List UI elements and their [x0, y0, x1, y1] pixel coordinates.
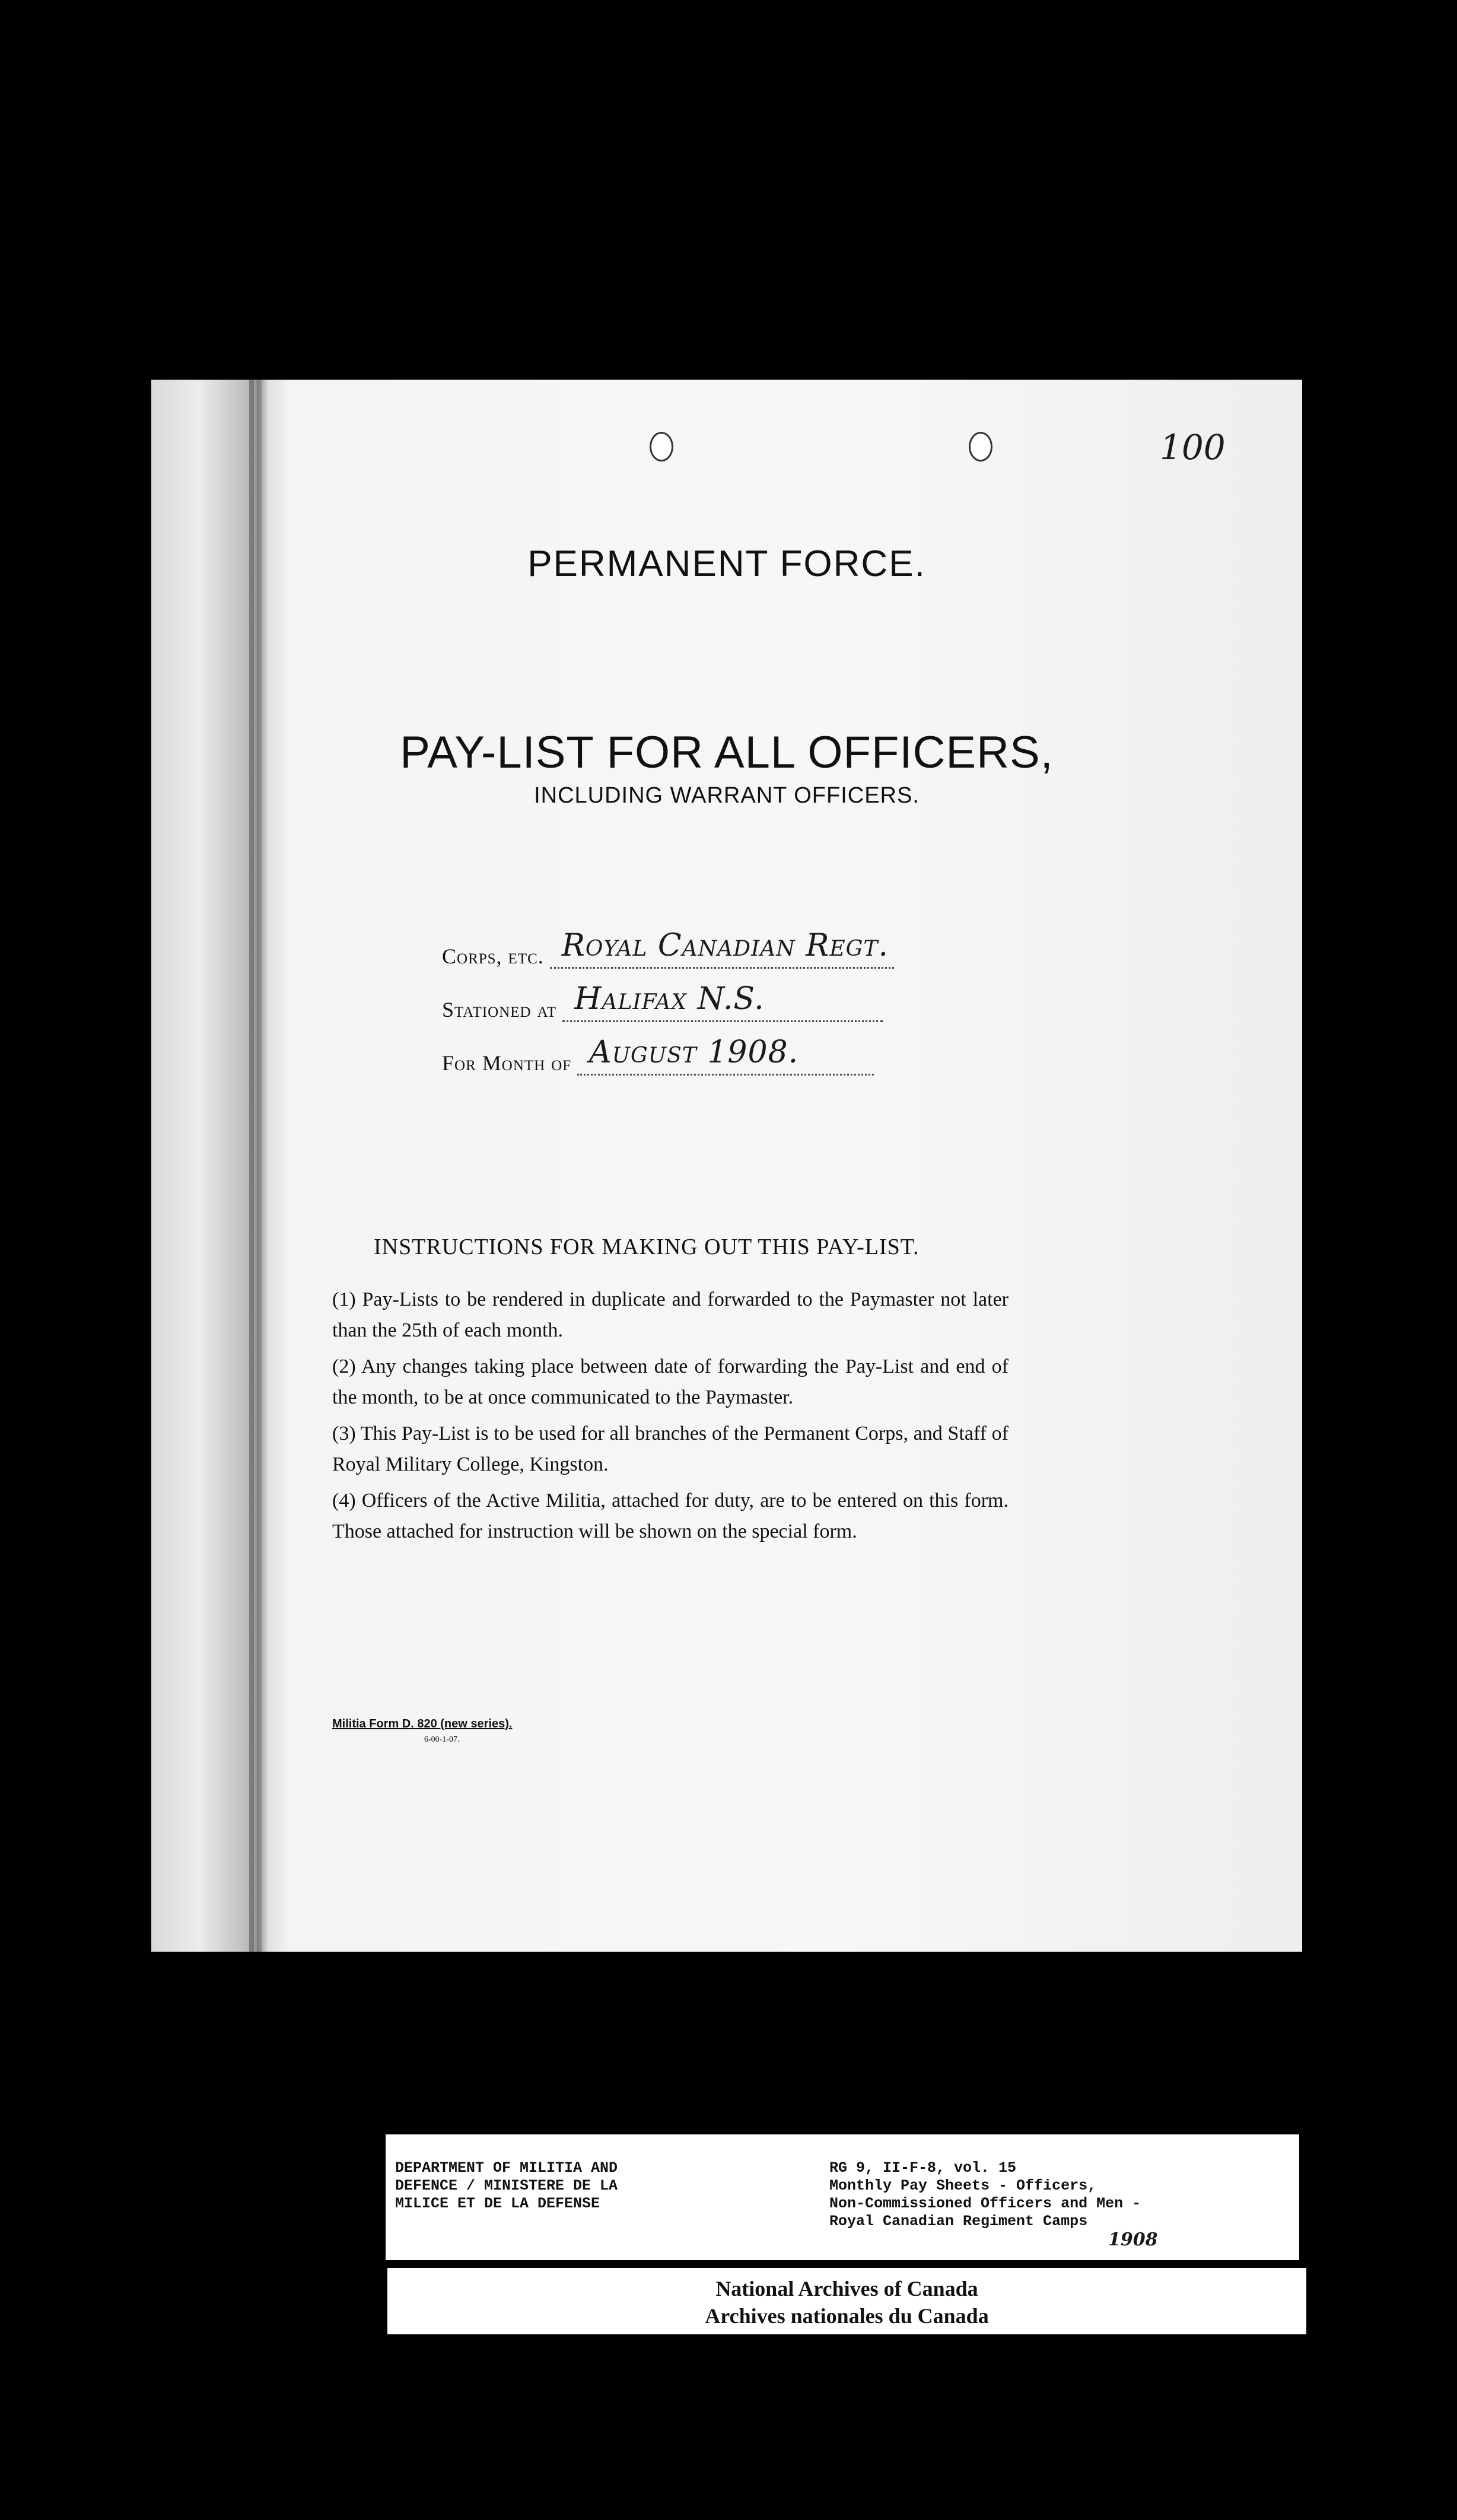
instructions-title: INSTRUCTIONS FOR MAKING OUT THIS PAY-LIST.: [374, 1234, 920, 1259]
instruction-item: (1) Pay-Lists to be rendered in duplicate and forwarded to the Paymaster not later than the 25th of each month.: [332, 1288, 1009, 1341]
page-title: PERMANENT FORCE.: [527, 543, 926, 584]
form-number: Militia Form D. 820 (new series).: [332, 1717, 513, 1730]
archive-reference-card: [386, 2134, 1299, 2260]
department-text: DEPARTMENT OF MILITIA AND DEFENCE / MINISTERE DE LA MILICE ET DE LA DEFENSE: [395, 2159, 618, 2212]
institution-english: National Archives of Canada: [715, 2277, 978, 2301]
stationed-value-line: [562, 981, 883, 1022]
corps-value-line: [550, 928, 894, 969]
reference-text: RG 9, II-F-8, vol. 15 Monthly Pay Sheets - Officers, Non-Commissioned Officers and Men - Royal Canadian Regiment Camps: [829, 2159, 1141, 2230]
form-code: 6-00-1-07.: [424, 1735, 460, 1744]
month-label: For Month of: [442, 1051, 572, 1075]
punch-hole: [969, 432, 992, 462]
month-value: August 1908.: [589, 1035, 799, 1070]
stationed-field: [442, 981, 883, 1022]
instruction-item: (4) Officers of the Active Militia, attached for duty, are to be entered on this form. Those attached for instruction will be shown on the special form.: [332, 1490, 1009, 1542]
corps-label: Corps, etc.: [442, 944, 544, 968]
stationed-label: Stationed at: [442, 998, 557, 1022]
instruction-item: (2) Any changes taking place between date of forwarding the Pay-List and end of the month, to be at once communicated to the Paymaster.: [332, 1356, 1009, 1408]
stationed-value: Halifax N.S.: [574, 981, 765, 1017]
archive-institution-card: [386, 2266, 1308, 2336]
pay-list-heading: PAY-LIST FOR ALL OFFICERS,: [400, 727, 1054, 778]
instruction-item: (3) This Pay-List is to be used for all branches of the Permanent Corps, and Staff of Royal Military College, Kingston.: [332, 1423, 1009, 1475]
folded-margin: [151, 380, 288, 1952]
archive-year: 1908: [1108, 2229, 1158, 2250]
pay-list-subheading: INCLUDING WARRANT OFFICERS.: [534, 783, 920, 808]
month-field: [442, 1035, 874, 1076]
fold-line: [249, 380, 254, 1952]
punch-hole: [650, 432, 673, 462]
corps-value: Royal Canadian Regt.: [561, 928, 889, 963]
institution-french: Archives nationales du Canada: [705, 2304, 989, 2328]
corps-field: [442, 928, 894, 969]
fold-line: [257, 380, 262, 1952]
document-page: [151, 380, 1302, 1952]
reference-number: 100: [1160, 427, 1226, 467]
month-value-line: [577, 1035, 874, 1076]
